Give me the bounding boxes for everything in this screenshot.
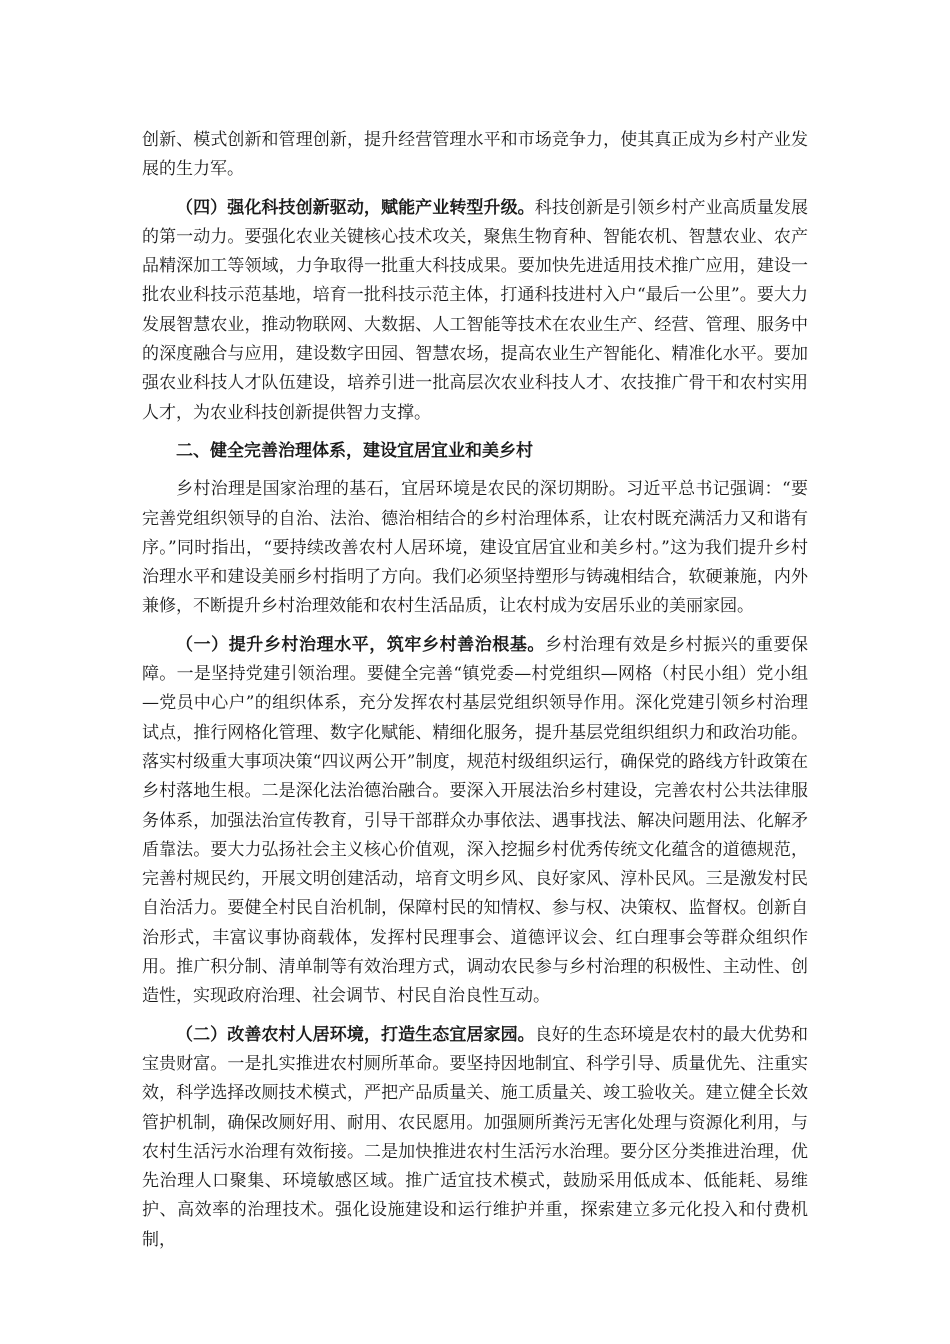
paragraph-continuation: 创新、模式创新和管理创新，提升经营管理水平和市场竞争力，使其真正成为乡村产业发展的生力军。 (142, 130, 808, 180)
paragraph-governance-intro: 乡村治理是国家治理的基石，宜居环境是农民的深切期盼。习近平总书记强调：“要完善党组织领导的自治、法治、德治相结合的乡村治理体系，让农村既充满活力又和谐有序。”同时指出，“要持续改善农村人居环境，建设宜居宜业和美乡村。”这为我们提升乡村治理水平和建设美丽乡村指明了方向。我们必须坚持塑形与铸魂相结合，软硬兼施，内外兼修，不断提升乡村治理效能和农村生活品质，让农村成为安居乐业的美丽家园。 (142, 479, 808, 617)
paragraph-rural-governance (142, 631, 808, 1012)
paragraph-lead-rural-governance: （一）提升乡村治理水平，筑牢乡村善治根基。 (176, 634, 545, 655)
paragraph-lead-tech-innovation: （四）强化科技创新驱动，赋能产业转型升级。 (176, 197, 535, 218)
document-page (142, 126, 808, 1264)
paragraph-body-tech-innovation: 科技创新是引领乡村产业高质量发展的第一动力。要强化农业关键核心技术攻关，聚焦生物育种、智能农机、智慧农业、农产品精深加工等领域，力争取得一批重大科技成果。要加快先进适用技术推广应用，建设一批农业科技示范基地，培育一批科技示范主体，打通科技进村入户“最后一公里”。要大力发展智慧农业，推动物联网、大数据、人工智能等技术在农业生产、经营、管理、服务中的深度融合与应用，建设数字田园、智慧农场，提高农业生产智能化、精准化水平。要加强农业科技人才队伍建设，培养引进一批高层次农业科技人才、农技推广骨干和农村实用人才，为农业科技创新提供智力支撑。 (142, 197, 808, 423)
section-heading-governance: 二、健全完善治理体系，建设宜居宜业和美乡村 (176, 440, 533, 461)
paragraph-body-living-environment: 良好的生态环境是农村的最大优势和宝贵财富。一是扎实推进农村厕所革命。要坚持因地制宜、科学引导、质量优先、注重实效，科学选择改厕技术模式，严把产品质量关、施工质量关、竣工验收关。建立健全长效管护机制，确保改厕好用、耐用、农民愿用。加强厕所粪污无害化处理与资源化利用，与农村生活污水治理有效衔接。二是加快推进农村生活污水治理。要分区分类推进治理，优先治理人口聚集、环境敏感区域。推广适宜技术模式，鼓励采用低成本、低能耗、易维护、高效率的治理技术。强化设施建设和运行维护并重，探索建立多元化投入和付费机制， (142, 1024, 808, 1250)
paragraph-lead-living-environment: （二）改善农村人居环境，打造生态宜居家园。 (176, 1024, 535, 1045)
paragraph-body-rural-governance: 乡村治理有效是乡村振兴的重要保障。一是坚持党建引领治理。要健全完善“镇党委—村党组织—网格（村民小组）党小组—党员中心户”的组织体系，充分发挥农村基层党组织领导作用。深化党建引领乡村治理试点，推行网格化管理、数字化赋能、精细化服务，提升基层党组织组织力和政治功能。落实村级重大事项决策“四议两公开”制度，规范村级组织运行，确保党的路线方针政策在乡村落地生根。二是深化法治德治融合。要深入开展法治乡村建设，完善农村公共法律服务体系，加强法治宣传教育，引导干部群众办事依法、遇事找法、解决问题用法、化解矛盾靠法。要大力弘扬社会主义核心价值观，深入挖掘乡村优秀传统文化蕴含的道德规范，完善村规民约，开展文明创建活动，培育文明乡风、良好家风、淳朴民风。三是激发村民自治活力。要健全村民自治机制，保障村民的知情权、参与权、决策权、监督权。创新自治形式，丰富议事协商载体，发挥村民理事会、道德评议会、红白理事会等群众组织作用。推广积分制、清单制等有效治理方式，调动农民参与乡村治理的积极性、主动性、创造性，实现政府治理、社会调节、村民自治良性互动。 (142, 634, 808, 1007)
paragraph-living-environment (142, 1021, 808, 1255)
paragraph-tech-innovation (142, 194, 808, 428)
